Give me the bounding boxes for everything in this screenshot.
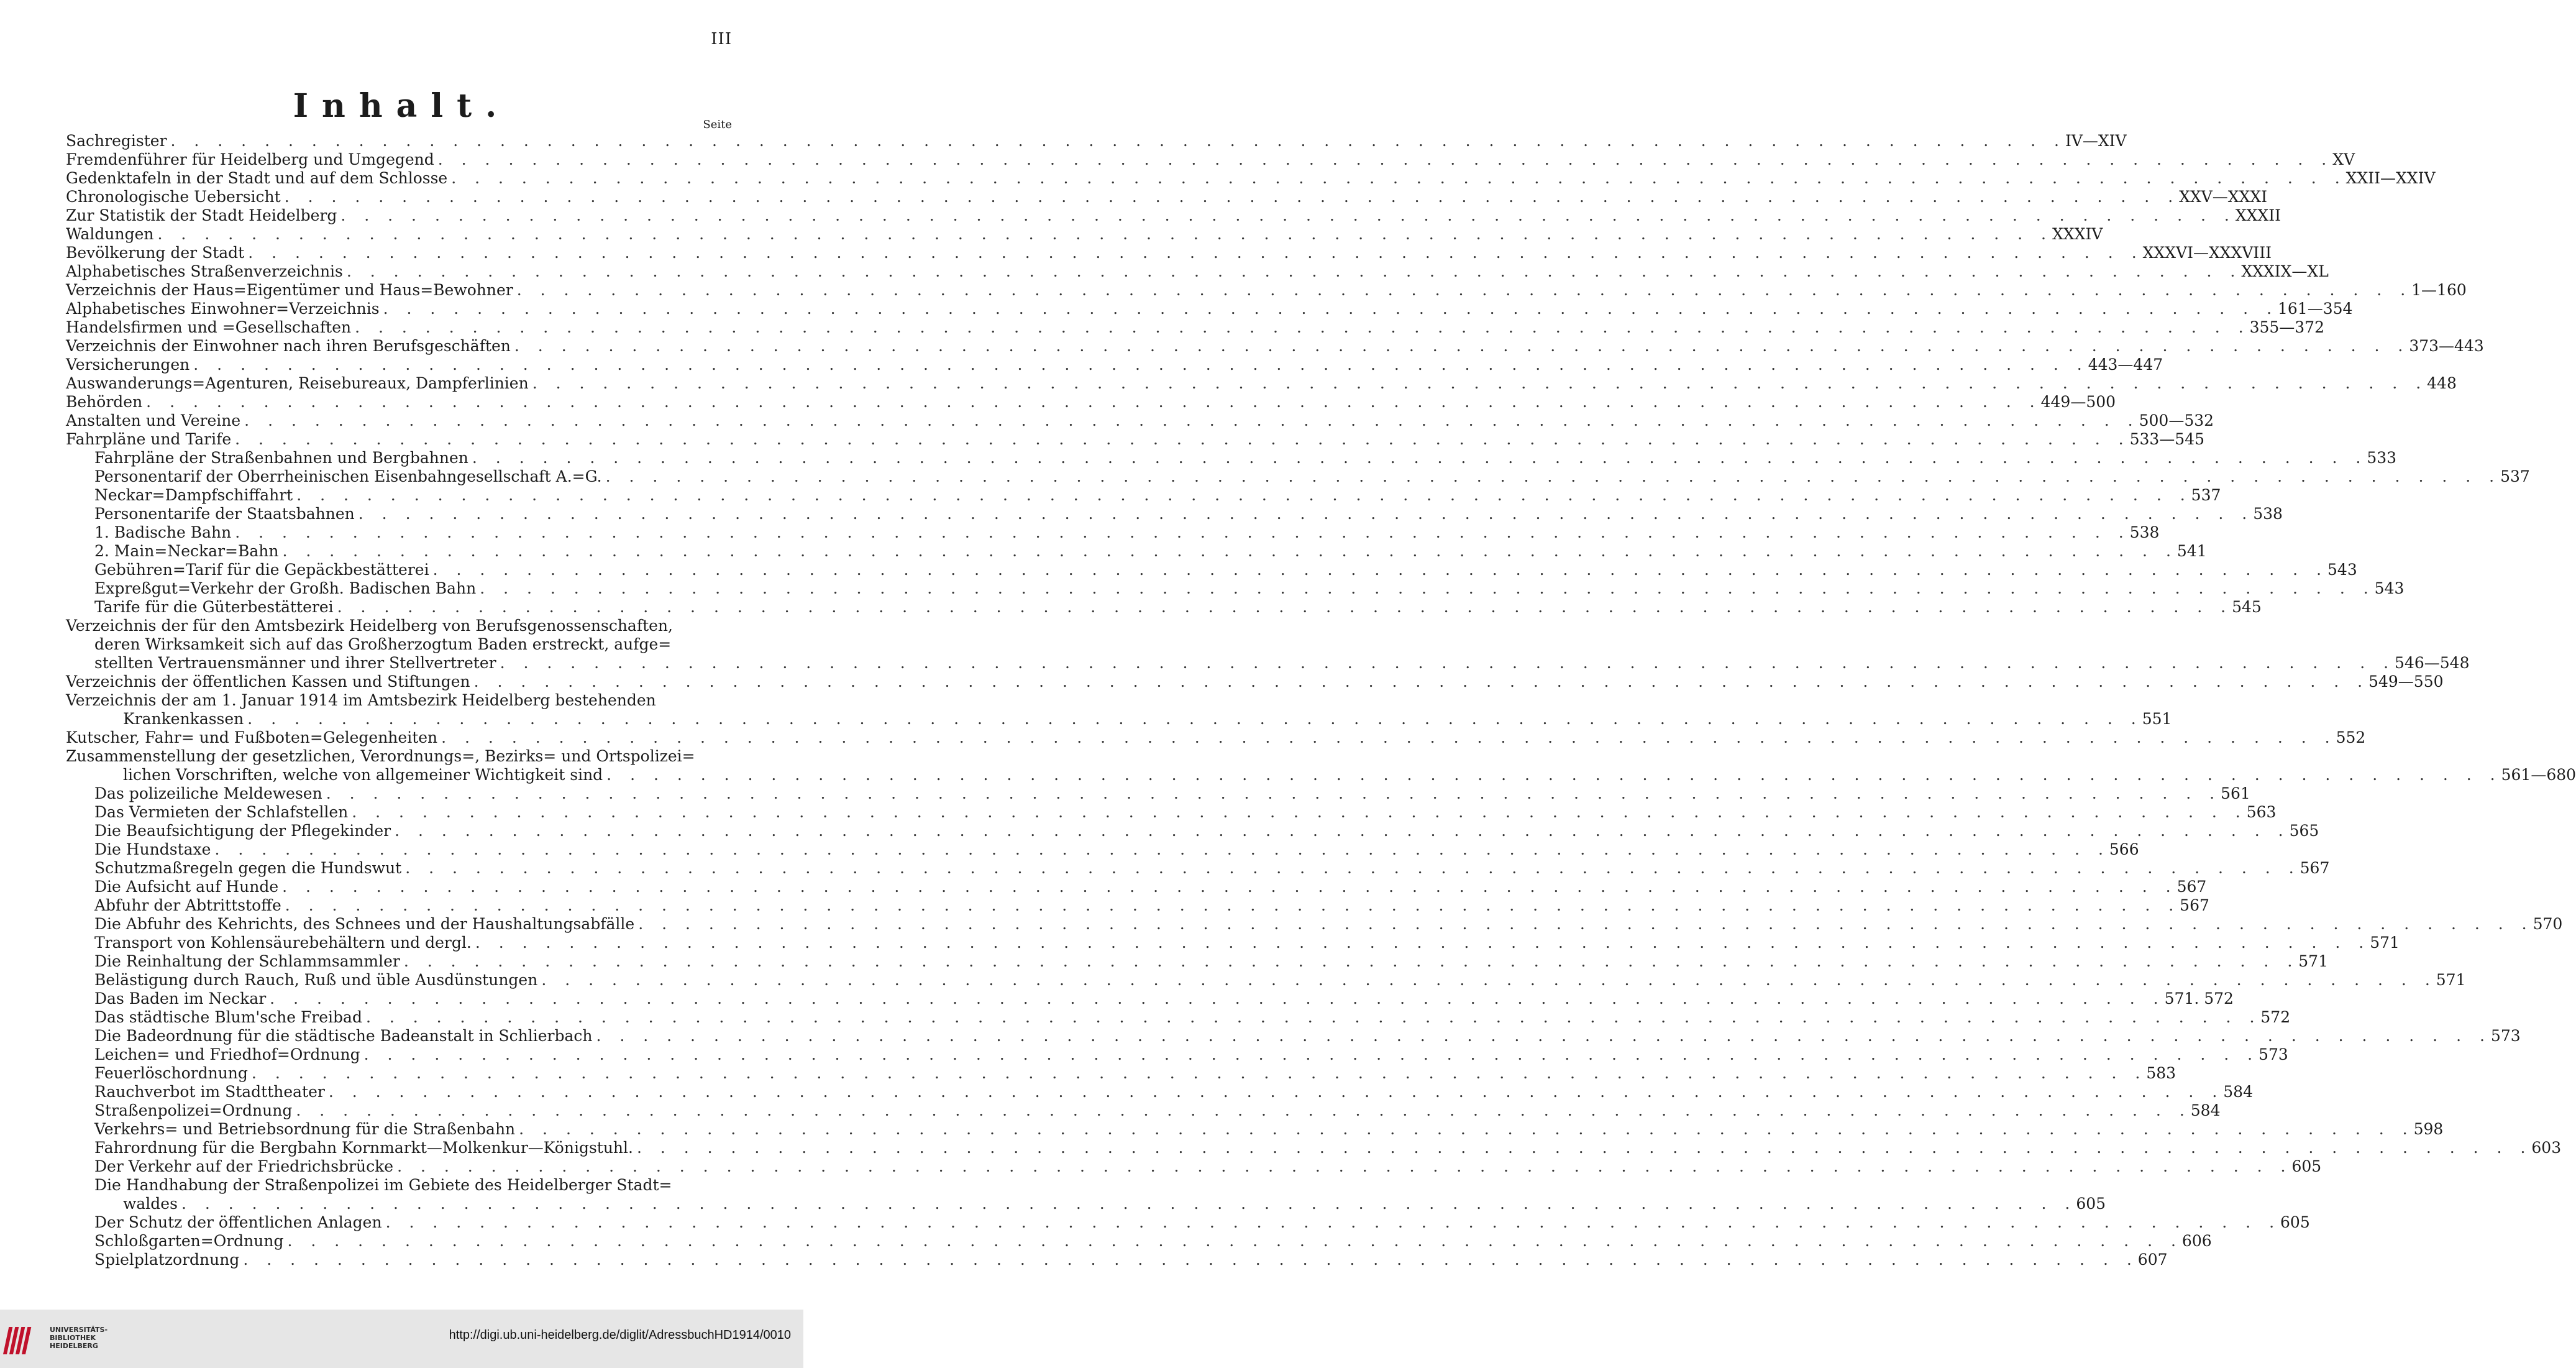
toc-entry-label: Krankenkassen (123, 710, 244, 728)
toc-entry-pages: 355—372 (2249, 318, 2324, 336)
toc-entry (66, 840, 2139, 859)
toc-entry-label: Anstalten und Vereine (66, 411, 241, 429)
toc-entry-label: Tarife für die Güterbestätterei (94, 598, 334, 616)
toc-entry (66, 467, 2530, 486)
toc-entry-pages: 161—354 (2278, 300, 2353, 318)
dot-leader (519, 1120, 2409, 1139)
toc-entry (66, 859, 2330, 878)
toc-entry-label: Rauchverbot im Stadttheater (94, 1083, 325, 1101)
toc-entry-label: Schloßgarten=Ordnung (94, 1232, 284, 1250)
toc-entry-label: Verzeichnis der für den Amtsbezirk Heidelberg von Berufsgenossenschaften, (66, 617, 673, 635)
dot-leader (247, 710, 2138, 728)
toc-entry-label: Das Vermieten der Schlafstellen (94, 803, 349, 821)
dot-leader (352, 803, 2242, 822)
toc-entry-label: Alphabetisches Straßenverzeichnis (66, 262, 343, 280)
footer-bar (0, 1310, 803, 1368)
toc-entry (66, 1045, 2288, 1064)
toc-entry-pages: 567 (2300, 859, 2330, 877)
toc-entry-label: Behörden (66, 393, 143, 411)
toc-entry (66, 598, 2262, 617)
library-name-line-1: UNIVERSITÄTS- (50, 1326, 108, 1334)
toc-entry-pages: 570 (2533, 915, 2563, 933)
dot-leader (248, 244, 2139, 262)
dot-leader (514, 337, 2405, 356)
dot-leader (596, 1027, 2487, 1045)
dot-leader (329, 1083, 2219, 1101)
toc-entry-pages: 1—160 (2411, 281, 2467, 299)
toc-entry (66, 188, 2268, 206)
toc-entry (66, 132, 2127, 150)
toc-entry (66, 1176, 732, 1195)
page-number: III (711, 30, 732, 48)
toc-entry-pages: 545 (2232, 598, 2262, 616)
toc-entry-label: Expreßgut=Verkehr der Großh. Badischen Bahn (94, 579, 477, 597)
toc-entry-pages: 563 (2246, 803, 2277, 821)
toc-entry-label: Sachregister (66, 132, 167, 150)
toc-entry-pages: XXXIV (2052, 225, 2103, 243)
toc-entry-label: Zusammenstellung der gesetzlichen, Verordnungs=, Bezirks= und Ortspolizei= (66, 747, 695, 765)
toc-entry-label: Zur Statistik der Stadt Heidelberg (66, 206, 337, 224)
dot-leader (541, 971, 2432, 989)
toc-entry-label: Das Baden im Neckar (94, 989, 267, 1008)
toc-entry-pages: XXXVI—XXXVIII (2142, 244, 2272, 262)
dot-leader (326, 784, 2217, 803)
toc-entry (66, 262, 2329, 281)
university-library-logo-icon (7, 1322, 45, 1359)
dot-leader (282, 878, 2173, 896)
toc-entry-label: Die Abfuhr des Kehrichts, des Schnees und der Haushaltungsabfälle (94, 915, 635, 933)
dot-leader (438, 150, 2329, 169)
toc-entry (66, 747, 732, 766)
toc-entry (66, 281, 2467, 300)
toc-entry-label: Die Badeordnung für die städtische Badeanstalt in Schlierbach (94, 1027, 593, 1045)
dot-leader (181, 1195, 2072, 1213)
toc-entry-pages: 572 (2260, 1008, 2291, 1026)
toc-entry-label: Verzeichnis der Haus=Eigentümer und Haus=Bewohner (66, 281, 513, 299)
toc-entry-label: Die Reinhaltung der Schlammsammler (94, 952, 400, 970)
toc-entry (66, 393, 2116, 411)
seite-label: Seite (703, 118, 732, 131)
toc-entry-pages: 567 (2180, 896, 2209, 914)
toc-entry-pages: 605 (2291, 1157, 2322, 1175)
dot-leader (397, 1157, 2288, 1176)
toc-entry-label: Die Hundstaxe (94, 840, 211, 858)
toc-entry (66, 766, 2576, 784)
toc-entry-label: Transport von Kohlensäurebehältern und dergl. (94, 934, 472, 952)
toc-entry (66, 952, 2328, 971)
dot-leader (475, 934, 2366, 952)
toc-entry-label: Das städtische Blum'sche Freibad (94, 1008, 362, 1026)
toc-entry (66, 523, 2160, 542)
toc-entry-pages: 543 (2374, 579, 2405, 597)
toc-entry (66, 318, 2324, 337)
toc-entry-pages: 541 (2176, 542, 2207, 560)
toc-entry-label: Alphabetisches Einwohner=Verzeichnis (66, 300, 380, 318)
toc-entry-pages: 606 (2181, 1232, 2212, 1250)
dot-leader (337, 598, 2228, 617)
dot-leader (282, 542, 2173, 561)
toc-entry (66, 1064, 2176, 1083)
toc-entry-label: Verkehrs= und Betriebsordnung für die Straßenbahn (94, 1120, 516, 1138)
toc-entry-label: 2. Main=Neckar=Bahn (94, 542, 279, 560)
toc-entry (66, 430, 2205, 449)
toc-entry-label: Die Beaufsichtigung der Pflegekinder (94, 822, 391, 840)
toc-entry (66, 1101, 2221, 1120)
toc-entry-pages: 538 (2253, 505, 2283, 523)
toc-entry-pages: 551 (2142, 710, 2172, 728)
dot-leader (244, 411, 2135, 430)
toc-entry-pages: XXII—XXIV (2345, 169, 2436, 187)
toc-entry-pages: IV—XIV (2065, 132, 2127, 150)
dot-leader (235, 523, 2126, 542)
dot-leader (472, 449, 2363, 467)
toc-entry-label: Kutscher, Fahr= und Fußboten=Gelegenheiten (66, 728, 438, 746)
toc-entry (66, 542, 2207, 561)
toc-entry-pages: XXXII (2235, 206, 2281, 224)
toc-entry-label: Gedenktafeln in der Stadt und auf dem Schlosse (66, 169, 448, 187)
toc-entry-label: Das polizeiliche Meldewesen (94, 784, 322, 802)
dot-leader (285, 188, 2175, 206)
dot-leader (270, 989, 2160, 1008)
toc-entry-label: Fahrpläne der Straßenbahnen und Bergbahnen (94, 449, 468, 467)
toc-entry (66, 654, 2470, 673)
toc-entry (66, 579, 2405, 598)
toc-entry (66, 1232, 2212, 1251)
toc-entry-pages: 549—550 (2368, 673, 2444, 691)
toc-entry (66, 1139, 2562, 1157)
dot-leader (347, 262, 2237, 281)
toc-entry (66, 225, 2103, 244)
toc-entry (66, 1083, 2253, 1101)
toc-entry (66, 150, 2355, 169)
table-of-contents (66, 132, 2576, 1269)
toc-entry-label: Neckar=Dampfschiffahrt (94, 486, 293, 504)
toc-entry (66, 784, 2250, 803)
dot-leader (383, 300, 2274, 318)
toc-entry (66, 486, 2221, 505)
toc-entry (66, 1120, 2444, 1139)
toc-entry-label: Chronologische Uebersicht (66, 188, 281, 206)
dot-leader (235, 430, 2126, 449)
toc-entry-pages: 561—680 (2501, 766, 2576, 784)
library-name-line-2: BIBLIOTHEK (50, 1334, 96, 1342)
dot-leader (359, 505, 2249, 523)
toc-entry-label: Schutzmaßregeln gegen die Hundswut (94, 859, 402, 877)
toc-entry-label: Der Verkehr auf der Friedrichsbrücke (94, 1157, 394, 1175)
toc-entry-label: lichen Vorschriften, welche von allgemeiner Wichtigkeit sind (123, 766, 603, 784)
toc-entry-label: Verzeichnis der öffentlichen Kassen und Stiftungen (66, 673, 470, 691)
toc-entry-label: Abfuhr der Abtrittstoffe (94, 896, 281, 914)
toc-entry-label: Versicherungen (66, 356, 190, 374)
toc-entry-label: Die Aufsicht auf Hunde (94, 878, 279, 896)
toc-entry-label: Feuerlöschordnung (94, 1064, 248, 1082)
toc-entry (66, 915, 2563, 934)
dot-leader (355, 318, 2245, 337)
dot-leader (243, 1251, 2134, 1269)
toc-entry-label: Gebühren=Tarif für die Gepäckbestätterei (94, 561, 429, 579)
dot-leader (405, 859, 2296, 878)
toc-entry (66, 989, 2234, 1008)
toc-entry-label: Personentarife der Staatsbahnen (94, 505, 355, 523)
source-url-link[interactable]: http://digi.ub.uni-heidelberg.de/diglit/AdressbuchHD1914/0010 (449, 1328, 791, 1342)
toc-entry (66, 411, 2214, 430)
toc-entry-pages: 537 (2191, 486, 2221, 504)
dot-leader (171, 132, 2062, 150)
toc-entry-label: Leichen= und Friedhof=Ordnung (94, 1045, 360, 1063)
toc-entry-pages: 584 (2223, 1083, 2253, 1101)
dot-leader (214, 840, 2105, 859)
toc-entry-label: Waldungen (66, 225, 154, 243)
toc-entry-label: deren Wirksamkeit sich auf das Großherzogtum Baden erstreckt, aufge= (94, 635, 672, 653)
toc-entry (66, 505, 2283, 523)
dot-leader (366, 1008, 2257, 1027)
toc-entry-label: Fahrpläne und Tarife (66, 430, 232, 448)
toc-entry-label: stellten Vertrauensmänner und ihrer Stellvertreter (94, 654, 496, 672)
toc-entry (66, 803, 2277, 822)
dot-leader (517, 281, 2408, 300)
toc-entry (66, 206, 2281, 225)
dot-leader (296, 486, 2187, 505)
toc-entry-pages: 573 (2490, 1027, 2521, 1045)
toc-entry (66, 374, 2457, 393)
page-title: Inhalt. (293, 87, 511, 125)
toc-entry (66, 244, 2272, 262)
toc-entry-pages: 571. 572 (2164, 989, 2234, 1008)
toc-entry-pages: 537 (2500, 467, 2530, 485)
toc-entry-pages: 607 (2137, 1251, 2168, 1269)
dot-leader (285, 896, 2176, 915)
toc-entry-pages: 605 (2076, 1195, 2106, 1213)
toc-entry-pages: 443—447 (2088, 356, 2163, 374)
dot-leader (638, 915, 2529, 934)
dot-leader (532, 374, 2423, 393)
toc-entry-label: Die Handhabung der Straßenpolizei im Gebiete des Heidelberger Stadt= (94, 1176, 672, 1194)
toc-entry (66, 728, 2366, 747)
toc-entry (66, 822, 2319, 840)
toc-entry-pages: 571 (2436, 971, 2466, 989)
toc-entry (66, 356, 2163, 374)
toc-entry-pages: 449—500 (2040, 393, 2116, 411)
toc-entry-pages: 598 (2413, 1120, 2444, 1138)
dot-leader (480, 579, 2370, 598)
toc-entry-pages: 565 (2289, 822, 2319, 840)
toc-entry-label: 1. Badische Bahn (94, 523, 232, 541)
toc-entry (66, 934, 2400, 952)
library-name-line-3: HEIDELBERG (50, 1342, 98, 1350)
library-name (50, 1326, 107, 1350)
dot-leader (637, 1139, 2528, 1157)
toc-entry-pages: 573 (2259, 1045, 2288, 1063)
toc-entry-label: Der Schutz der öffentlichen Anlagen (94, 1213, 382, 1231)
toc-entry (66, 971, 2466, 989)
toc-entry (66, 635, 732, 654)
toc-entry (66, 710, 2172, 728)
toc-entry (66, 896, 2209, 915)
toc-entry-pages: 605 (2280, 1213, 2310, 1231)
toc-entry (66, 1251, 2168, 1269)
toc-entry-label: Auswanderungs=Agenturen, Reisebureaux, Dampferlinien (66, 374, 529, 392)
dot-leader (404, 952, 2295, 971)
toc-entry-pages: XV (2332, 150, 2355, 168)
toc-entry-label: Verzeichnis der Einwohner nach ihren Berufsgeschäften (66, 337, 511, 355)
toc-entry-label: waldes (123, 1195, 178, 1213)
dot-leader (287, 1232, 2178, 1251)
dot-leader (474, 673, 2365, 691)
dot-leader (296, 1101, 2186, 1120)
dot-leader (386, 1213, 2277, 1232)
dot-leader (158, 225, 2048, 244)
toc-entry-pages: 533—545 (2129, 430, 2205, 448)
toc-entry (66, 673, 2444, 691)
toc-entry-label: Fahrordnung für die Bergbahn Kornmarkt—Molkenkur—Königstuhl. (94, 1139, 633, 1157)
toc-entry (66, 300, 2353, 318)
dot-leader (146, 393, 2037, 411)
toc-entry-pages: 571 (2370, 934, 2400, 952)
dot-leader (500, 654, 2391, 673)
toc-entry-pages: 533 (2367, 449, 2397, 467)
dot-leader (252, 1064, 2142, 1083)
toc-entry-pages: 448 (2427, 374, 2457, 392)
dot-leader (340, 206, 2231, 225)
toc-entry-pages: 566 (2109, 840, 2139, 858)
toc-entry-label: Fremdenführer für Heidelberg und Umgegend (66, 150, 434, 168)
dot-leader (395, 822, 2285, 840)
dot-leader (364, 1045, 2255, 1064)
toc-entry (66, 878, 2207, 896)
toc-entry-pages: XXV—XXXI (2179, 188, 2268, 206)
dot-leader (441, 728, 2332, 747)
dot-leader (433, 561, 2324, 579)
toc-entry-pages: 500—532 (2139, 411, 2214, 429)
dot-leader (451, 169, 2342, 188)
toc-entry (66, 337, 2484, 356)
toc-entry-pages: 583 (2146, 1064, 2176, 1082)
toc-entry-pages: XXXIX—XL (2241, 262, 2329, 280)
toc-entry (66, 691, 732, 710)
toc-entry-pages: 552 (2336, 728, 2366, 746)
dot-leader (193, 356, 2084, 374)
toc-entry (66, 617, 732, 635)
toc-entry-label: Straßenpolizei=Ordnung (94, 1101, 293, 1119)
toc-entry-label: Personentarif der Oberrheinischen Eisenbahngesellschaft A.=G. (94, 467, 602, 485)
toc-entry (66, 1027, 2521, 1045)
toc-entry-pages: 373—443 (2409, 337, 2484, 355)
toc-entry (66, 1157, 2322, 1176)
toc-entry-pages: 603 (2531, 1139, 2562, 1157)
toc-entry (66, 1213, 2310, 1232)
toc-entry-pages: 543 (2327, 561, 2357, 579)
toc-entry-pages: 584 (2190, 1101, 2221, 1119)
toc-entry (66, 169, 2436, 188)
toc-entry (66, 1008, 2291, 1027)
toc-entry-label: Belästigung durch Rauch, Ruß und üble Ausdünstungen (94, 971, 538, 989)
toc-entry-pages: 561 (2221, 784, 2250, 802)
toc-entry-label: Handelsfirmen und =Gesellschaften (66, 318, 352, 336)
toc-entry-label: Spielplatzordnung (94, 1251, 240, 1269)
toc-entry (66, 1195, 2106, 1213)
toc-entry-pages: 546—548 (2395, 654, 2470, 672)
dot-leader (606, 467, 2496, 486)
toc-entry-pages: 571 (2298, 952, 2328, 970)
toc-entry (66, 561, 2357, 579)
toc-entry-pages: 538 (2129, 523, 2160, 541)
toc-entry-label: Verzeichnis der am 1. Januar 1914 im Amtsbezirk Heidelberg bestehenden (66, 691, 656, 709)
toc-entry (66, 449, 2397, 467)
dot-leader (606, 766, 2497, 784)
toc-entry-label: Bevölkerung der Stadt (66, 244, 245, 262)
toc-entry-pages: 567 (2176, 878, 2207, 896)
